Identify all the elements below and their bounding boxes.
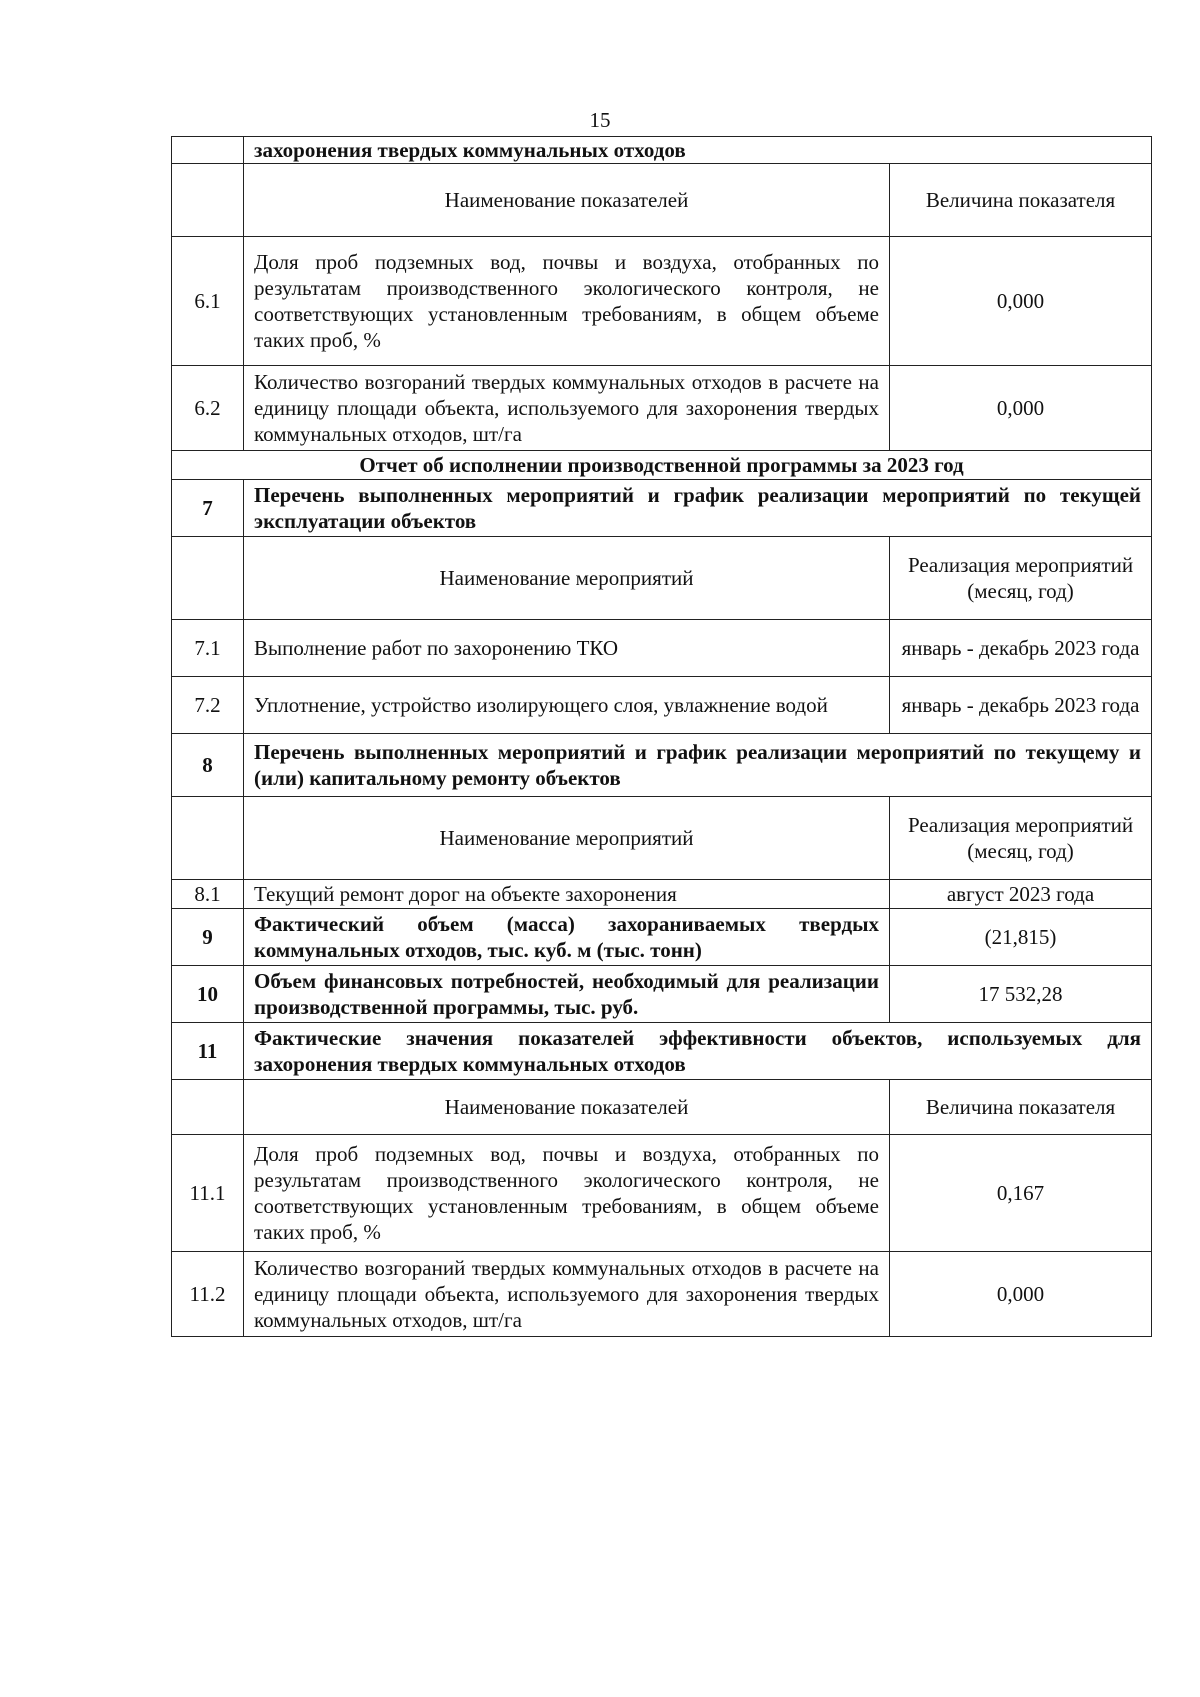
row-number: 9 — [172, 909, 244, 966]
header-value-7: Реализация мероприятий (месяц, год) — [890, 537, 1152, 620]
continuation-title: захоронения твердых коммунальных отходов — [244, 137, 1152, 164]
row-text: Объем финансовых потребностей, необходимый для реализации производственной программы, тыс. руб. — [244, 966, 890, 1023]
empty-number-cell — [172, 537, 244, 620]
table-row — [172, 620, 1152, 677]
row-number: 11.2 — [172, 1252, 244, 1337]
row-value: январь - декабрь 2023 года — [890, 620, 1152, 677]
header-value-11: Величина показателя — [890, 1080, 1152, 1135]
header-row-6 — [172, 164, 1152, 237]
row-number: 11.1 — [172, 1135, 244, 1252]
table-row — [172, 880, 1152, 909]
table-row — [172, 1135, 1152, 1252]
row-number: 10 — [172, 966, 244, 1023]
section-row-8 — [172, 734, 1152, 797]
section-title: Перечень выполненных мероприятий и график реализации мероприятий по текущей эксплуатации объектов — [244, 480, 1152, 537]
section-title: Фактические значения показателей эффективности объектов, используемых для захоронения твердых коммунальных отходов — [244, 1023, 1152, 1080]
header-row-11 — [172, 1080, 1152, 1135]
table-row — [172, 366, 1152, 451]
report-table — [171, 136, 1152, 1337]
report-title-row — [172, 451, 1152, 480]
section-title: Перечень выполненных мероприятий и график реализации мероприятий по текущему и (или) капитальному ремонту объектов — [244, 734, 1152, 797]
row-text: Фактический объем (масса) захораниваемых твердых коммунальных отходов, тыс. куб. м (тыс. тонн) — [244, 909, 890, 966]
section-number: 11 — [172, 1023, 244, 1080]
row-value: 17 532,28 — [890, 966, 1152, 1023]
row-value: 0,000 — [890, 1252, 1152, 1337]
empty-number-cell — [172, 137, 244, 164]
header-row-8 — [172, 797, 1152, 880]
row-text: Количество возгораний твердых коммунальных отходов в расчете на единицу площади объекта, используемого для захоронения твердых коммунальных отходов, шт/га — [244, 366, 890, 451]
header-name-8: Наименование мероприятий — [244, 797, 890, 880]
row-value: 0,167 — [890, 1135, 1152, 1252]
empty-number-cell — [172, 797, 244, 880]
row-text: Выполнение работ по захоронению ТКО — [244, 620, 890, 677]
row-text: Доля проб подземных вод, почвы и воздуха, отобранных по результатам производственного экологического контроля, не соответствующих установленным требованиям, в общем объеме таких проб, % — [244, 1135, 890, 1252]
table-row — [172, 677, 1152, 734]
row-value: 0,000 — [890, 366, 1152, 451]
section-row-7 — [172, 480, 1152, 537]
empty-number-cell — [172, 164, 244, 237]
table-row — [172, 1252, 1152, 1337]
header-name-11: Наименование показателей — [244, 1080, 890, 1135]
empty-number-cell — [172, 1080, 244, 1135]
row-text: Доля проб подземных вод, почвы и воздуха, отобранных по результатам производственного экологического контроля, не соответствующих установленным требованиям, в общем объеме таких проб, % — [244, 237, 890, 366]
row-text: Текущий ремонт дорог на объекте захоронения — [244, 880, 890, 909]
header-name-6: Наименование показателей — [244, 164, 890, 237]
header-value-6: Величина показателя — [890, 164, 1152, 237]
header-row-7 — [172, 537, 1152, 620]
page-number: 15 — [589, 108, 611, 132]
table-row — [172, 237, 1152, 366]
row-value: август 2023 года — [890, 880, 1152, 909]
row-number: 7.1 — [172, 620, 244, 677]
row-text: Уплотнение, устройство изолирующего слоя, увлажнение водой — [244, 677, 890, 734]
row-value: январь - декабрь 2023 года — [890, 677, 1152, 734]
header-name-7: Наименование мероприятий — [244, 537, 890, 620]
row-number: 6.2 — [172, 366, 244, 451]
row-9 — [172, 909, 1152, 966]
row-number: 6.1 — [172, 237, 244, 366]
header-value-8: Реализация мероприятий (месяц, год) — [890, 797, 1152, 880]
row-value: (21,815) — [890, 909, 1152, 966]
section-row-11 — [172, 1023, 1152, 1080]
row-number: 7.2 — [172, 677, 244, 734]
continuation-title-row — [172, 137, 1152, 164]
section-number: 7 — [172, 480, 244, 537]
section-number: 8 — [172, 734, 244, 797]
row-number: 8.1 — [172, 880, 244, 909]
report-title: Отчет об исполнении производственной программы за 2023 год — [172, 451, 1152, 480]
row-text: Количество возгораний твердых коммунальных отходов в расчете на единицу площади объекта, используемого для захоронения твердых коммунальных отходов, шт/га — [244, 1252, 890, 1337]
row-value: 0,000 — [890, 237, 1152, 366]
row-10 — [172, 966, 1152, 1023]
